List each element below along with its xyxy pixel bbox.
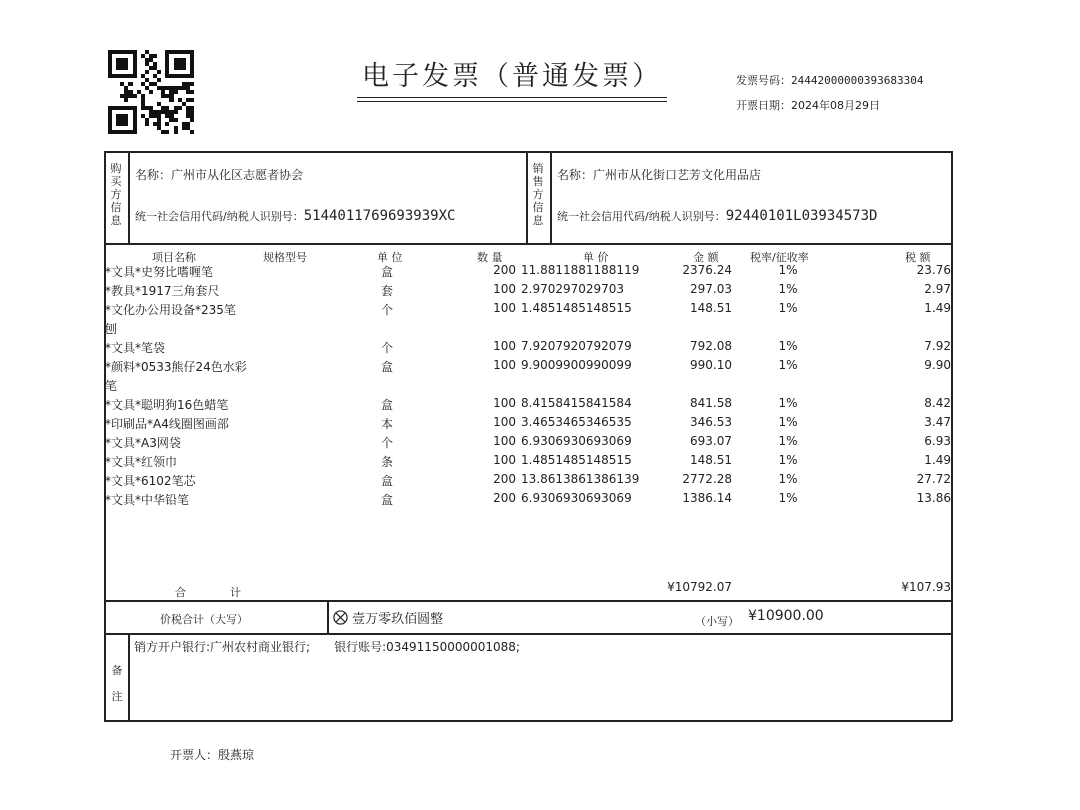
item-tax: 6.93 [924, 434, 951, 448]
issuer-row [170, 746, 254, 763]
item-qty: 100 [493, 339, 516, 353]
item-name: *文具*红领巾 [105, 455, 178, 469]
item-amount: 148.51 [690, 453, 732, 467]
item-tax: 8.42 [924, 396, 951, 410]
item-price: 7.9207920792079 [521, 339, 632, 353]
seller-side-label: 销售方信息 [532, 162, 544, 227]
col-spec-header: 规格型号 [263, 251, 307, 264]
item-rate: 1% [778, 491, 798, 505]
grand-total-label: 价税合计（大写） [160, 613, 248, 626]
item-rate: 1% [778, 453, 798, 467]
item-unit: 盒 [380, 493, 393, 507]
item-tax: 7.92 [924, 339, 951, 353]
total-amount: ¥10792.07 [667, 580, 732, 594]
seller-name: 广州市从化街口艺芳文化用品店 [593, 168, 762, 182]
invoice-number-label: 发票号码： [736, 74, 791, 87]
grand-total-words-row [333, 608, 443, 629]
item-price: 1.4851485148515 [521, 301, 632, 315]
item-qty: 200 [493, 263, 516, 277]
item-amount: 2376.24 [682, 263, 732, 277]
item-unit: 盒 [380, 265, 393, 279]
seller-tax-label: 统一社会信用代码/纳税人识别号： [557, 210, 726, 223]
item-amount: 693.07 [690, 434, 732, 448]
item-unit: 本 [380, 417, 393, 431]
item-unit: 套 [380, 284, 393, 298]
item-name: *教具*1917三角套尺 [105, 284, 220, 298]
issuer-name: 殷燕琼 [218, 748, 255, 762]
item-name-continued: 笔 [105, 379, 118, 393]
item-price: 11.8811881188119 [521, 263, 640, 277]
item-unit: 个 [380, 341, 393, 355]
item-price: 1.4851485148515 [521, 453, 632, 467]
item-amount: 346.53 [690, 415, 732, 429]
item-qty: 100 [493, 282, 516, 296]
item-qty: 100 [493, 358, 516, 372]
invoice-date-row [736, 97, 880, 113]
item-qty: 200 [493, 472, 516, 486]
item-rate: 1% [778, 415, 798, 429]
buyer-name-label: 名称： [135, 168, 172, 182]
total-label: 合 计 [175, 586, 241, 599]
item-tax: 9.90 [924, 358, 951, 372]
item-unit: 个 [380, 303, 393, 317]
item-qty: 100 [493, 301, 516, 315]
item-amount: 297.03 [690, 282, 732, 296]
total-tax: ¥107.93 [901, 580, 951, 594]
item-tax: 27.72 [916, 472, 951, 486]
item-amount: 841.58 [690, 396, 732, 410]
item-unit: 盒 [380, 474, 393, 488]
item-qty: 100 [493, 453, 516, 467]
item-amount: 990.10 [690, 358, 732, 372]
item-qty: 200 [493, 491, 516, 505]
item-price: 8.4158415841584 [521, 396, 632, 410]
buyer-tax-label: 统一社会信用代码/纳税人识别号： [135, 210, 304, 223]
seller-tax-row [557, 208, 877, 224]
item-name: *文具*A3网袋 [105, 436, 181, 450]
item-rate: 1% [778, 282, 798, 296]
invoice-date: 2024年08月29日 [791, 99, 880, 112]
buyer-tax-row [135, 208, 455, 224]
col-rate-header: 税率/征收率 [750, 251, 809, 264]
item-name: *文具*史努比嗜喱笔 [105, 265, 214, 279]
item-amount: 2772.28 [682, 472, 732, 486]
buyer-name-row [135, 166, 303, 183]
item-amount: 148.51 [690, 301, 732, 315]
invoice-number-row [736, 72, 923, 88]
item-tax: 23.76 [916, 263, 951, 277]
item-qty: 100 [493, 415, 516, 429]
item-unit: 条 [380, 455, 393, 469]
item-rate: 1% [778, 339, 798, 353]
item-qty: 100 [493, 396, 516, 410]
item-name: *文化办公用设备*235笔 [105, 303, 236, 317]
item-price: 6.9306930693069 [521, 491, 632, 505]
cross-circle-icon [333, 610, 348, 629]
item-amount: 792.08 [690, 339, 732, 353]
item-rate: 1% [778, 434, 798, 448]
col-amount-header: 金 额 [693, 251, 719, 264]
item-rate: 1% [778, 358, 798, 372]
item-amount: 1386.14 [682, 491, 732, 505]
col-item-header: 项目名称 [152, 251, 196, 264]
item-name: *文具*笔袋 [105, 341, 166, 355]
invoice-date-label: 开票日期： [736, 99, 791, 112]
invoice-number: 24442000000393683304 [791, 74, 924, 87]
grand-small-label: （小写） [695, 615, 739, 628]
seller-name-label: 名称： [557, 168, 594, 182]
item-name: *文具*中华铅笔 [105, 493, 190, 507]
item-rate: 1% [778, 396, 798, 410]
item-price: 3.4653465346535 [521, 415, 632, 429]
issuer-label: 开票人： [170, 748, 219, 762]
buyer-side-label: 购买方信息 [110, 162, 122, 227]
col-unit-header: 单 位 [377, 251, 403, 264]
item-price: 9.9009900990099 [521, 358, 632, 372]
col-qty-header: 数 量 [477, 251, 503, 264]
item-tax: 1.49 [924, 301, 951, 315]
item-name: *文具*聪明狗16色蜡笔 [105, 398, 229, 412]
buyer-name: 广州市从化区志愿者协会 [171, 168, 304, 182]
remarks-side-label: 备注 [111, 664, 123, 703]
item-tax: 13.86 [916, 491, 951, 505]
item-unit: 个 [380, 436, 393, 450]
item-tax: 1.49 [924, 453, 951, 467]
item-name: *颜料*0533熊仔24色水彩 [105, 360, 247, 374]
grand-total-words: 壹万零玖佰圆整 [352, 612, 444, 627]
seller-name-row [557, 166, 761, 183]
item-name: *文具*6102笔芯 [105, 474, 196, 488]
item-price: 6.9306930693069 [521, 434, 632, 448]
item-unit: 盒 [380, 360, 393, 374]
item-tax: 3.47 [924, 415, 951, 429]
item-rate: 1% [778, 472, 798, 486]
item-rate: 1% [778, 263, 798, 277]
seller-tax-id: 92440101L03934573D [725, 208, 878, 224]
col-tax-header: 税 额 [905, 251, 931, 264]
item-rate: 1% [778, 301, 798, 315]
col-price-header: 单 价 [583, 251, 609, 264]
buyer-tax-id: 5144011769693939XC [303, 208, 456, 224]
invoice-title: 电子发票（普通发票） [362, 61, 662, 92]
item-name: *印刷品*A4线圈图画部 [105, 417, 229, 431]
item-tax: 2.97 [924, 282, 951, 296]
item-price: 2.970297029703 [521, 282, 625, 296]
remarks-bank: 销方开户银行:广州农村商业银行; 银行账号:03491150000001088; [134, 640, 520, 654]
grand-total-small: ¥10900.00 [748, 608, 824, 624]
item-name-continued: 刨 [105, 322, 118, 336]
qr-code [108, 50, 194, 134]
item-qty: 100 [493, 434, 516, 448]
item-unit: 盒 [380, 398, 393, 412]
item-price: 13.8613861386139 [521, 472, 640, 486]
